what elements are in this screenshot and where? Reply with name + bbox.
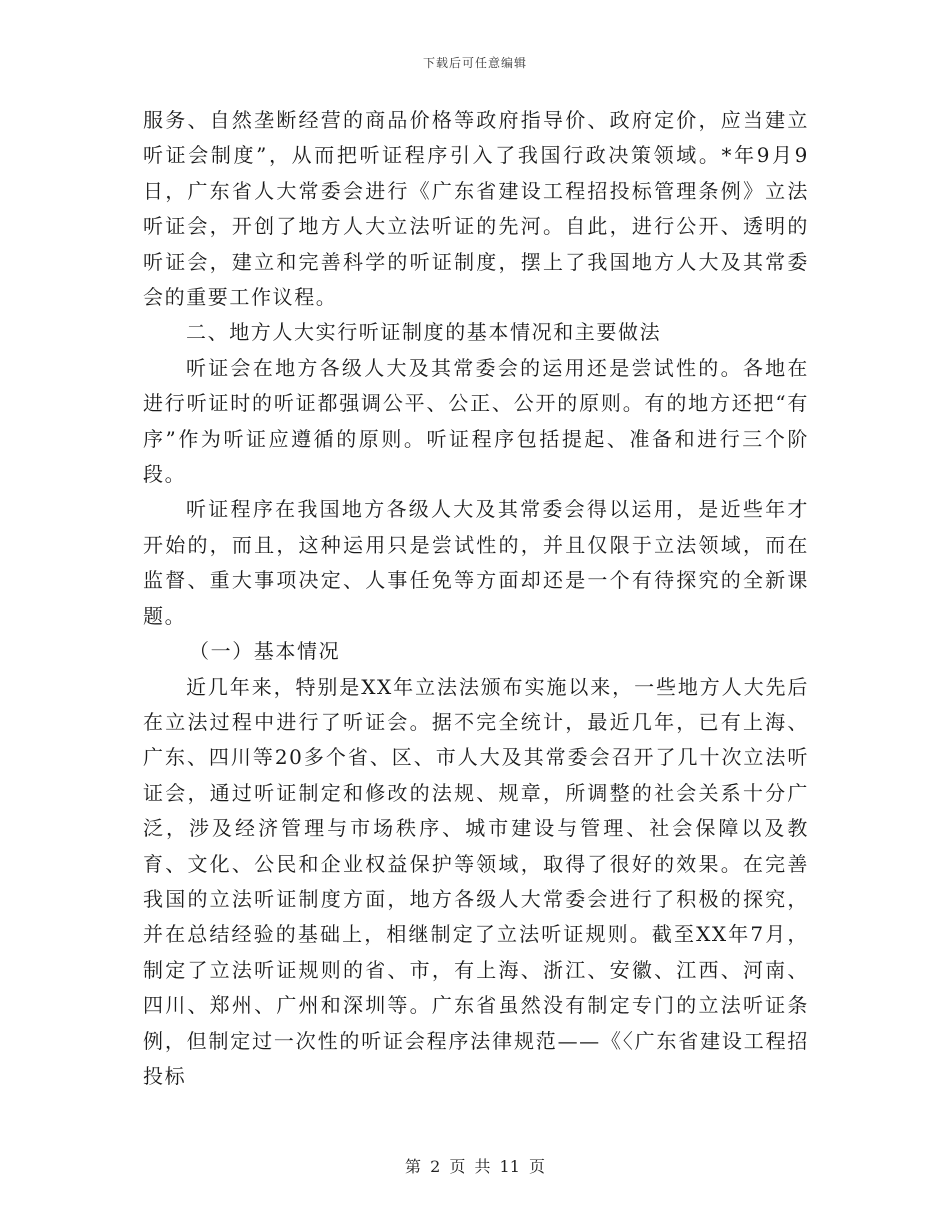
document-body: [143, 103, 809, 1094]
page-header: 下载后可任意编辑: [422, 56, 527, 70]
subsection-heading: （一）基本情况: [189, 639, 341, 664]
section-heading: 二、地方人大实行听证制度的基本情况和主要做法: [186, 320, 662, 345]
paragraph-hearing-procedure: 听证程序在我国地方各级人大及其常委会得以运用，是近些年才开始的，而且，这种运用只是尝试性的，并且仅限于立法领域，而在监督、重大事项决定、人事任免等方面却还是一个有待探究的全新课题。: [143, 497, 809, 628]
page-number: 第 2 页 共 11 页: [405, 1157, 545, 1176]
paragraph-intro: 服务、自然垄断经营的商品价格等政府指导价、政府定价，应当建立听证会制度”，从而把听证程序引入了我国行政决策领域。*年9月9日，广东省人大常委会进行《广东省建设工程招投标管理条例》立法听证会，开创了地方人大立法听证的先河。自此，进行公开、透明的听证会，建立和完善科学的听证制度，摆上了我国地方人大及其常委会的重要工作议程。: [143, 108, 809, 310]
paragraph-basic-situation: 近几年来，特别是XX年立法法颁布实施以来，一些地方人大先后在立法过程中进行了听证会。据不完全统计，最近几年，已有上海、广东、四川等20多个省、区、市人大及其常委会召开了几十次立法听证会，通过听证制定和修改的法规、规章，所调整的社会关系十分广泛，涉及经济管理与市场秩序、城市建设与管理、社会保障以及教育、文化、公民和企业权益保护等领域，取得了很好的效果。在完善我国的立法听证制度方面，地方各级人大常委会进行了积极的探究，并在总结经验的基础上，相继制定了立法听证规则。截至XX年7月，制定了立法听证规则的省、市，有上海、浙江、安徽、江西、河南、四川、郑州、广州和深圳等。广东省虽然没有制定专门的立法听证条例，但制定过一次性的听证会程序法律规范——《〈广东省建设工程招投标: [143, 674, 809, 1088]
paragraph-hearing-usage: 听证会在地方各级人大及其常委会的运用还是尝试性的。各地在进行听证时的听证都强调公平、公正、公开的原则。有的地方还把“有序”作为听证应遵循的原则。听证程序包括提起、准备和进行三个阶段。: [143, 355, 809, 487]
